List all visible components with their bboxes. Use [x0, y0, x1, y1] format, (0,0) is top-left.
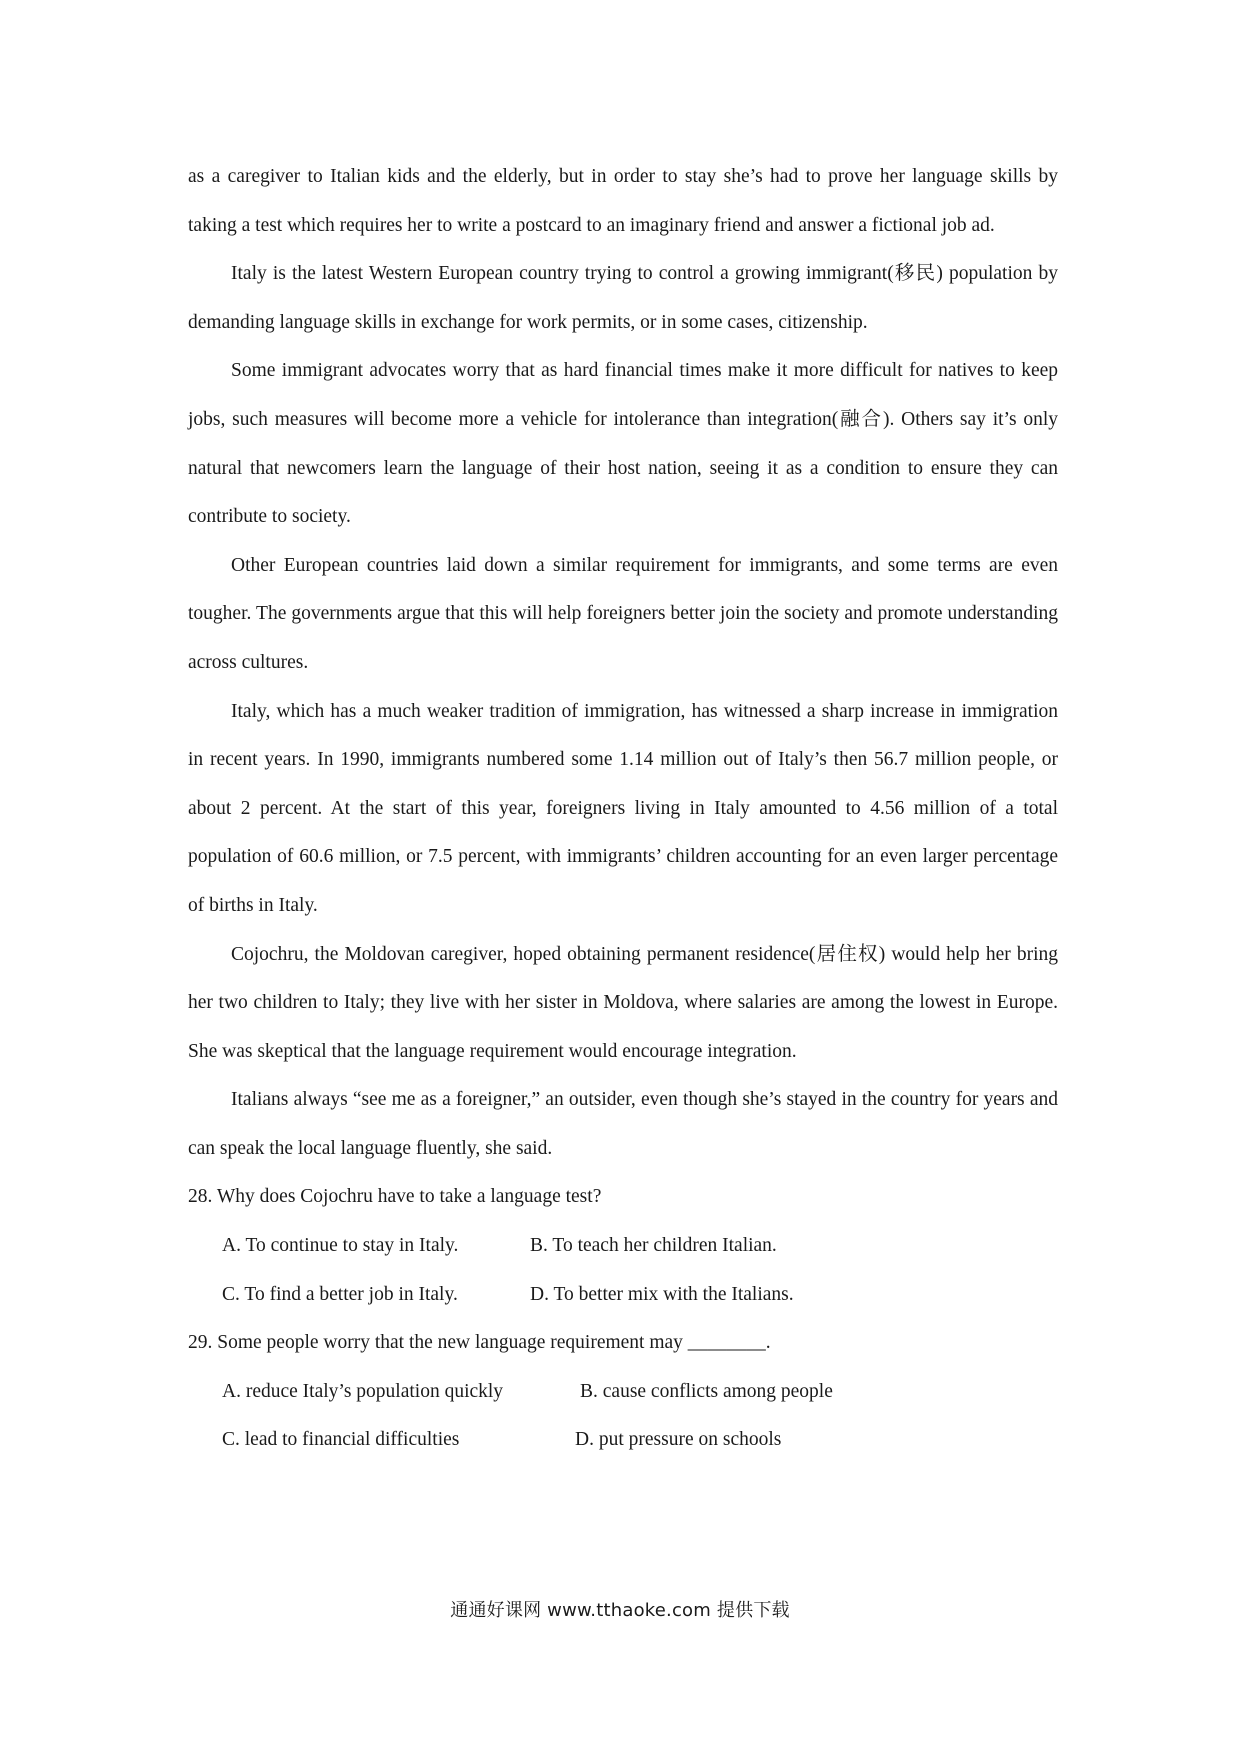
option-a: A. reduce Italy’s population quickly — [222, 1380, 504, 1402]
passage-paragraph: Italy, which has a much weaker tradition of immigration, has witnessed a sharp increase in immigration in recent years. In 1990, immigrants numbered some 1.14 million out of Italy’s then 56.7 million people, or about 2 percent. At the start of this year, foreigners living in Italy amounted to 4.56 million of a total population of 60.6 million, or 7.5 percent, with immigrants’ children accounting for an even larger percentage of births in Italy. — [188, 700, 1058, 916]
passage-paragraph: Italy is the latest Western European country trying to control a growing immigrant(移民) population by demanding language skills in exchange for work permits, or in some cases, citizenship. — [188, 263, 1058, 333]
page-footer-watermark: 通通好课网 www.tthaoke.com 提供下载 — [450, 1600, 790, 1621]
passage-paragraph: Some immigrant advocates worry that as hard financial times make it more difficult for natives to keep jobs, such measures will become more a vehicle for intolerance than integration(融合). Others say it’s only natural that newcomers learn the language of their host nation, seeing it as a condition to ensure they can contribute to society. — [188, 360, 1058, 528]
question-29 — [188, 1319, 1058, 1465]
question-stem: 29. Some people worry that the new language requirement may ________. — [188, 1332, 771, 1354]
document-body — [188, 153, 1058, 1465]
option-b: B. cause conflicts among people — [580, 1380, 833, 1402]
passage-paragraph: Other European countries laid down a similar requirement for immigrants, and some terms are even tougher. The governments argue that this will help foreigners better join the society and promote understanding across cultures. — [188, 554, 1058, 673]
option-d: D. put pressure on schools — [575, 1429, 782, 1451]
question-28 — [188, 1173, 1058, 1319]
question-stem: 28. Why does Cojochru have to take a language test? — [188, 1186, 602, 1208]
option-c: C. To find a better job in Italy. — [222, 1283, 458, 1305]
option-a: A. To continue to stay in Italy. — [222, 1235, 459, 1257]
passage-paragraph: Cojochru, the Moldovan caregiver, hoped obtaining permanent residence(居住权) would help her bring her two children to Italy; they live with her sister in Moldova, where salaries are among the lowest in Europe. She was skeptical that the language requirement would encourage integration. — [188, 943, 1058, 1062]
options-row — [188, 1222, 1058, 1271]
passage-paragraph: as a caregiver to Italian kids and the elderly, but in order to stay she’s had to prove her language skills by taking a test which requires her to write a postcard to an imaginary friend and answer a fictional job ad. — [188, 166, 1058, 236]
options-row — [188, 1416, 1058, 1465]
options-row — [188, 1368, 1058, 1417]
options-row — [188, 1271, 1058, 1320]
option-c: C. lead to financial difficulties — [222, 1429, 460, 1451]
option-d: D. To better mix with the Italians. — [530, 1283, 794, 1305]
passage-paragraph: Italians always “see me as a foreigner,” an outsider, even though she’s stayed in the country for years and can speak the local language fluently, she said. — [188, 1089, 1058, 1159]
option-b: B. To teach her children Italian. — [530, 1235, 777, 1257]
